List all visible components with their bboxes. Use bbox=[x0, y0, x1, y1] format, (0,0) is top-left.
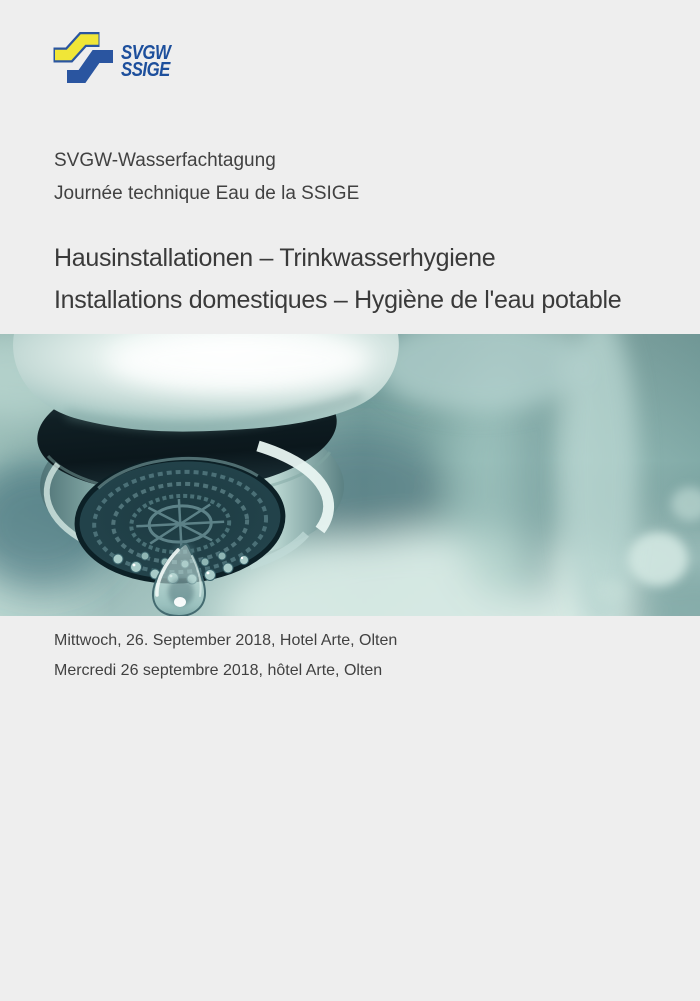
logo-wordmark bbox=[121, 42, 171, 81]
logo-wordmark-line2: SSIGE bbox=[121, 59, 170, 81]
logo-wordmark-line1: SVGW bbox=[121, 42, 171, 64]
event-title-de: SVGW-Wasserfachtagung bbox=[54, 150, 276, 171]
event-title-block bbox=[54, 144, 359, 210]
event-date-fr: Mercredi 26 septembre 2018, hôtel Arte, Olten bbox=[54, 662, 383, 679]
svgw-logo-mark-icon bbox=[52, 30, 114, 84]
main-title-fr: Installations domestiques – Hygiène de l'eau potable bbox=[54, 286, 622, 314]
event-date-de: Mittwoch, 26. September 2018, Hotel Arte, Olten bbox=[54, 632, 398, 649]
main-title-block bbox=[54, 237, 621, 321]
dripping-tap-photo bbox=[0, 334, 700, 616]
event-details-block bbox=[54, 626, 397, 686]
dripping-tap-illustration bbox=[0, 334, 700, 616]
event-title-fr: Journée technique Eau de la SSIGE bbox=[54, 183, 360, 204]
svgw-logo bbox=[52, 30, 180, 84]
main-title-de: Hausinstallationen – Trinkwasserhygiene bbox=[54, 244, 496, 272]
